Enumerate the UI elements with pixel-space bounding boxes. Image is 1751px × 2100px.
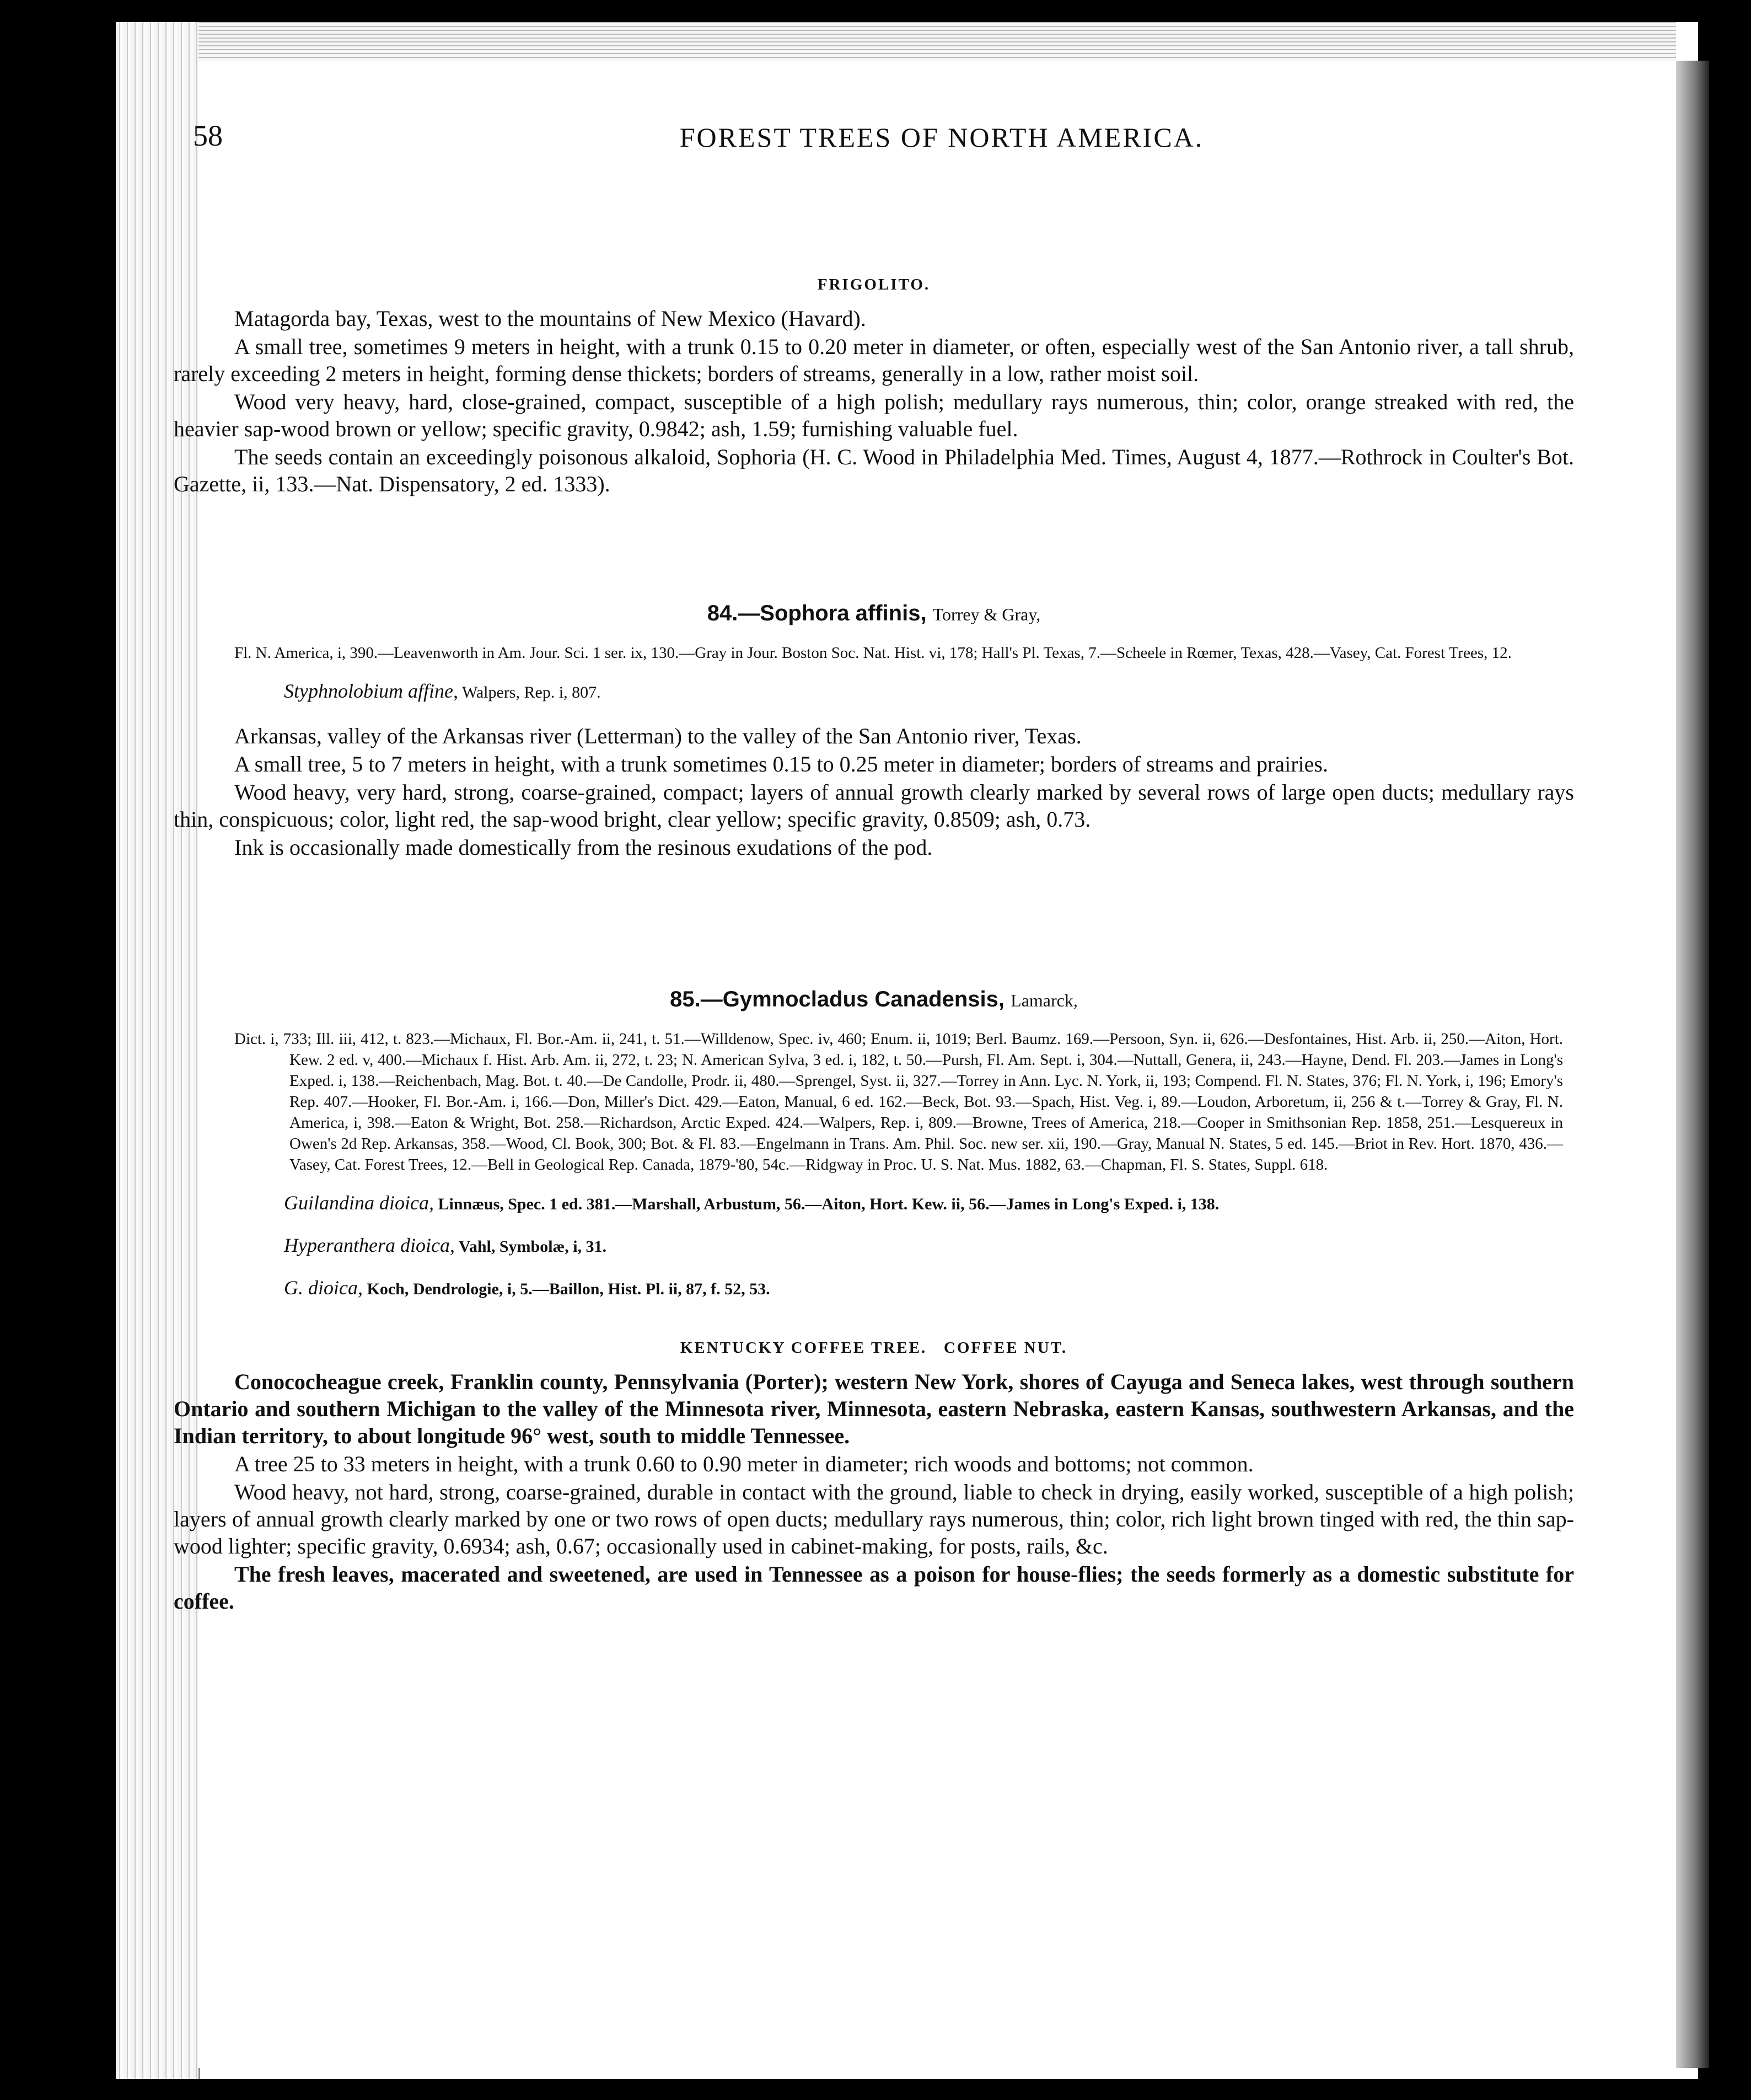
sophora-range: Arkansas, valley of the Arkansas river (Letterman) to the valley of the San Antonio river, Texas.: [234, 724, 1082, 748]
species-heading-84: [174, 601, 1574, 626]
sophora-ink: Ink is occasionally made domestically from the resinous exudations of the pod.: [234, 835, 933, 860]
running-head: FOREST TREES OF NORTH AMERICA.: [679, 122, 1204, 153]
species-author: Lamarck,: [1011, 990, 1078, 1010]
species-heading-85: [174, 987, 1574, 1012]
gymnocladus-description: A tree 25 to 33 meters in height, with a trunk 0.60 to 0.90 meter in diameter; rich woods and bottoms; not common.: [234, 1451, 1254, 1476]
species-title: 85.—Gymnocladus Canadensis,: [670, 987, 1005, 1011]
page-number: 58: [193, 119, 223, 152]
frigolito-description: A small tree, sometimes 9 meters in height, with a trunk 0.15 to 0.20 meter in diameter, or often, especially west of the San Antonio river, a tall shrub, rarely exceeding 2 meters in height, forming dense thickets; borders of streams, generally in a low, rather moist soil.: [174, 334, 1574, 386]
frigolito-heading: FRIGOLITO.: [817, 276, 931, 293]
synonym-ref: Linnæus, Spec. 1 ed. 381.—Marshall, Arbustum, 56.—Aiton, Hort. Kew. ii, 56.—James in Long's Exped. i, 138.: [438, 1195, 1220, 1213]
sophora-synonym: [174, 680, 1574, 704]
synonym-name: Styphnolobium affine,: [284, 680, 458, 702]
sophora-wood: Wood heavy, very hard, strong, coarse-grained, compact; layers of annual growth clearly marked by several rows of large open ducts; medullary rays thin, conspicuous; color, light red, the sap-wood bright, clear yellow; specific gravity, 0.8509; ash, 0.73.: [174, 780, 1574, 832]
frigolito-range: Matagorda bay, Texas, west to the mountains of New Mexico (Havard).: [234, 306, 866, 331]
species-title: 84.—Sophora affinis,: [707, 601, 927, 625]
synonym-ref: Koch, Dendrologie, i, 5.—Baillon, Hist. Pl. ii, 87, f. 52, 53.: [367, 1280, 770, 1298]
gymnocladus-synonym-2: [174, 1234, 1574, 1258]
sophora-section: [174, 601, 1574, 862]
synonym-name: Hyperanthera dioica,: [284, 1234, 455, 1256]
gymnocladus-range: Conococheague creek, Franklin county, Pennsylvania (Porter); western New York, shores of Cayuga and Seneca lakes, west through southern Ontario and southern Michigan to the valley of the Minnesota river, Minnesota, eastern Nebraska, eastern Kansas, southwestern Arkansas, and the Indian territory, to about longitude 96° west, south to middle Tennessee.: [174, 1369, 1574, 1448]
gymnocladus-uses: The fresh leaves, macerated and sweetened, are used in Tennessee as a poison for house-flies; the seeds formerly as a domestic substitute for coffee.: [174, 1562, 1574, 1614]
synonym-ref: Walpers, Rep. i, 807.: [461, 683, 601, 701]
gymnocladus-synonym-3: [174, 1277, 1574, 1300]
frigolito-seeds: The seeds contain an exceedingly poisonous alkaloid, Sophoria (H. C. Wood in Philadelphia Med. Times, August 4, 1877.—Rothrock in Coulter's Bot. Gazette, ii, 133.—Nat. Dispensatory, 2 ed. 1333).: [174, 444, 1574, 496]
gymnocladus-synonym-1: [174, 1192, 1574, 1215]
book-top-edge: [198, 22, 1676, 62]
species-author: Torrey & Gray,: [932, 604, 1041, 624]
scan-margin: [1709, 0, 1751, 2100]
book-right-edge: [1676, 61, 1709, 2068]
synonym-ref: Vahl, Symbolæ, i, 31.: [458, 1238, 607, 1256]
gymnocladus-section: [174, 987, 1574, 1616]
sophora-description: A small tree, 5 to 7 meters in height, with a trunk sometimes 0.15 to 0.25 meter in diameter; borders of streams and prairies.: [234, 752, 1328, 776]
synonym-name: Guilandina dioica,: [284, 1192, 434, 1214]
gymnocladus-references: Dict. i, 733; Ill. iii, 412, t. 823.—Michaux, Fl. Bor.-Am. ii, 241, t. 51.—Willdenow, Spec. iv, 460; Enum. ii, 1019; Berl. Baumz. 169.—Persoon, Syn. ii, 626.—Desfontaines, Hist. Arb. ii, 250.—Aiton, Hort. Kew. 2 ed. v, 400.—Michaux f. Hist. Arb. Am. ii, 272, t. 23; N. American Sylva, 3 ed. i, 182, t. 50.—Pursh, Fl. Am. Sept. i, 304.—Nuttall, Genera, ii, 243.—Hayne, Dend. Fl. 203.—James in Long's Exped. i, 138.—Reichenbach, Mag. Bot. t. 40.—De Candolle, Prodr. ii, 480.—Sprengel, Syst. ii, 327.—Torrey in Ann. Lyc. N. York, ii, 193; Compend. Fl. N. States, 376; Fl. N. York, i, 196; Emory's Rep. 407.—Hooker, Fl. Bor.-Am. i, 166.—Don, Miller's Dict. 429.—Eaton, Manual, 6 ed. 162.—Beck, Bot. 93.—Spach, Hist. Veg. i, 89.—Loudon, Arboretum, ii, 256 & t.—Torrey & Gray, Fl. N. America, i, 398.—Eaton & Wright, Bot. 258.—Richardson, Arctic Exped. 424.—Walpers, Rep. i, 809.—Browne, Trees of America, 218.—Cooper in Smithsonian Rep. 1858, 251.—Lesquereux in Owen's 2d Rep. Arkansas, 358.—Wood, Cl. Book, 300; Bot. & Fl. 83.—Engelmann in Trans. Am. Phil. Soc. new ser. xii, 190.—Gray, Manual N. States, 5 ed. 145.—Briot in Rev. Hort. 1870, 436.—Vasey, Cat. Forest Trees, 12.—Bell in Geological Rep. Canada, 1879-'80, 54c.—Ridgway in Proc. U. S. Nat. Mus. 1882, 63.—Chapman, Fl. S. States, Suppl. 618.: [234, 1030, 1563, 1174]
gymnocladus-wood: Wood heavy, not hard, strong, coarse-grained, durable in contact with the ground, liable to check in drying, easily worked, susceptible of a high polish; layers of annual growth clearly marked by one or two rows of open ducts; medullary rays numerous, thin; color, rich light brown tinged with red, the thin sap-wood lighter; specific gravity, 0.6934; ash, 0.67; occasionally used in cabinet-making, for posts, rails, &c.: [174, 1480, 1574, 1558]
frigolito-section: [174, 276, 1574, 499]
frigolito-wood: Wood very heavy, hard, close-grained, compact, susceptible of a high polish; medullary rays numerous, thin; color, orange streaked with red, the heavier sap-wood brown or yellow; specific gravity, 0.9842; ash, 1.59; furnishing valuable fuel.: [174, 389, 1574, 441]
sophora-references: Fl. N. America, i, 390.—Leavenworth in Am. Jour. Sci. 1 ser. ix, 130.—Gray in Jour. Boston Soc. Nat. Hist. vi, 178; Hall's Pl. Texas, 7.—Scheele in Rœmer, Texas, 428.—Vasey, Cat. Forest Trees, 12.: [234, 644, 1512, 662]
gymnocladus-heading: KENTUCKY COFFEE TREE. COFFEE NUT.: [680, 1339, 1068, 1357]
synonym-name: G. dioica,: [284, 1277, 363, 1299]
